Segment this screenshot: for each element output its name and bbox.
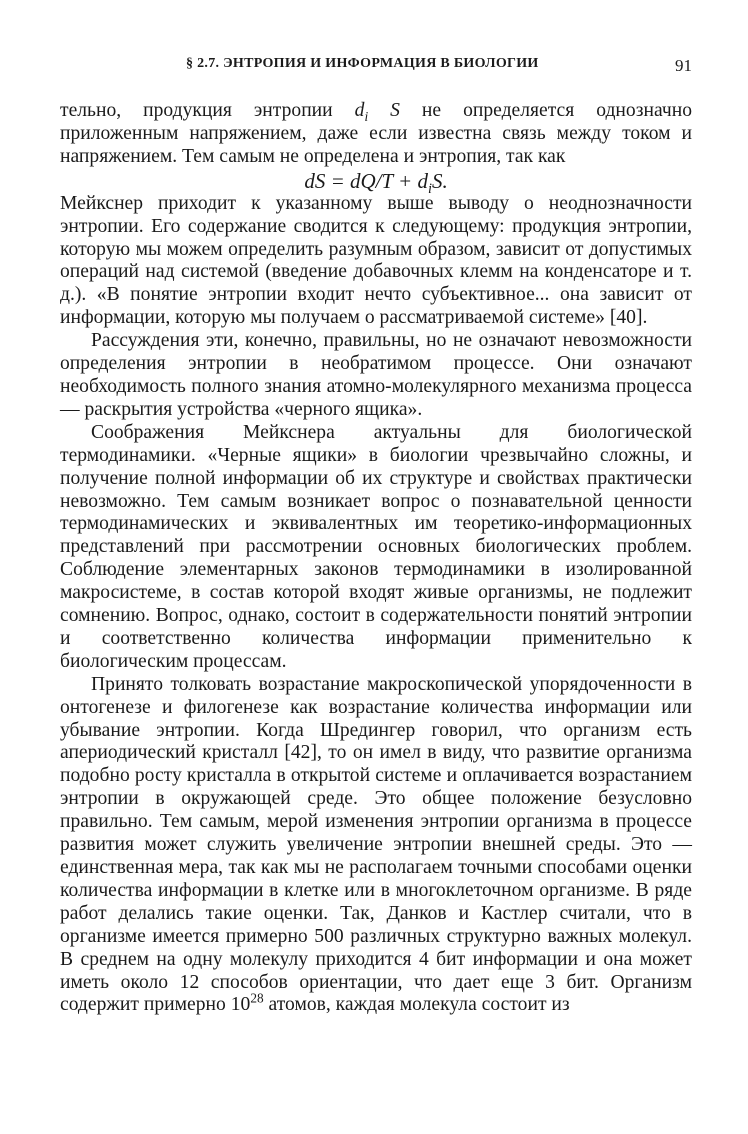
- formula-part-a: dS = dQ/T + d: [304, 168, 428, 193]
- body-text: [60, 100, 692, 1017]
- math-subscript-i: i: [364, 108, 369, 124]
- paragraph-1-text-b: не определяется однозначно приложенным напряжением, даже если известна связь между током и напряжением. Тем самым не определена и энтропия, так как: [60, 100, 692, 167]
- paragraph-5-text-b: атомов, каждая молекула состоит из: [263, 994, 570, 1016]
- paragraph-5: [60, 674, 692, 1018]
- paragraph-5-text-a: Принято толковать возрастание макроскопической упорядоченности в онтогенезе и филогенезе как возрастание количества информации или убывание энтропии. Когда Шредингер говорил, что организм есть апериодический кристалл [42], то он имел в виду, что развитие организма подобно росту кристалла в открытой системе и оплачивается возрастанием энтропии в окружающей среде. Это общее положение безусловно правильно. Тем самым, мерой изменения энтропии организма в процессе развития может служить увеличение энтропии внешней среды. Это — единственная мера, так как мы не располагаем точными способами оценки количества информации в клетке или в многоклеточном организме. В ряде работ делались такие оценки. Так, Данков и Кастлер считали, что в организме имеется примерно 500 различных структурно важных молекул. В среднем на одну молекулу приходится 4 бит информации и она может иметь около 12 способов ориентации, что дает еще 3 бит. Организм содержит примерно 10: [60, 673, 692, 1016]
- math-s: S: [368, 100, 400, 121]
- paragraph-1-text-a: тельно, продукция энтропии: [60, 100, 355, 121]
- running-head: [60, 56, 692, 78]
- entropy-formula: [60, 168, 692, 197]
- paragraph-2: Мейкснер приходит к указанному выше выводу о неоднозначности энтропии. Его содержание сводится к следующему: продукция энтропии, которую мы можем определить разумным образом, зависит от допустимых операций над системой (введение добавочных клемм на конденсаторе и т. д.). «В понятие энтропии входит нечто субъективное... она зависит от информации, которую мы получаем о рассматриваемой системе» [40].: [60, 192, 692, 329]
- paragraph-4: Соображения Мейкснера актуальны для биологической термодинамики. «Черные ящики» в биологии чрезвычайно сложны, и получение полной информации об их структуре и свойствах практически невозможно. Тем самым возникает вопрос о познавательной ценности термодинамических и эквивалентных им теоретико-информационных представлений при рассмотрении основных биологических проблем. Соблюдение элементарных законов термодинамики в изолированной макросистеме, в состав которой входят живые организмы, не подлежит сомнению. Вопрос, однако, состоит в содержательности понятий энтропии и соответственно количества информации применительно к биологическим процессам.: [60, 421, 692, 672]
- exponent: 28: [250, 990, 264, 1006]
- formula-subscript-i: i: [427, 180, 432, 197]
- entropy-production-symbol: [354, 100, 400, 124]
- formula-part-b: S.: [431, 168, 448, 193]
- paragraph-1: [60, 100, 692, 169]
- math-d: d: [354, 100, 365, 121]
- page-number: 91: [675, 56, 692, 75]
- section-title: § 2.7. ЭНТРОПИЯ И ИНФОРМАЦИЯ В БИОЛОГИИ: [186, 56, 539, 71]
- paragraph-3: Рассуждения эти, конечно, правильны, но не означают невозможности определения энтропии в необратимом процессе. Они означают необходимость полного знания атомно-молекулярного механизма процесса — раскрытия устройства «черного ящика».: [60, 330, 692, 420]
